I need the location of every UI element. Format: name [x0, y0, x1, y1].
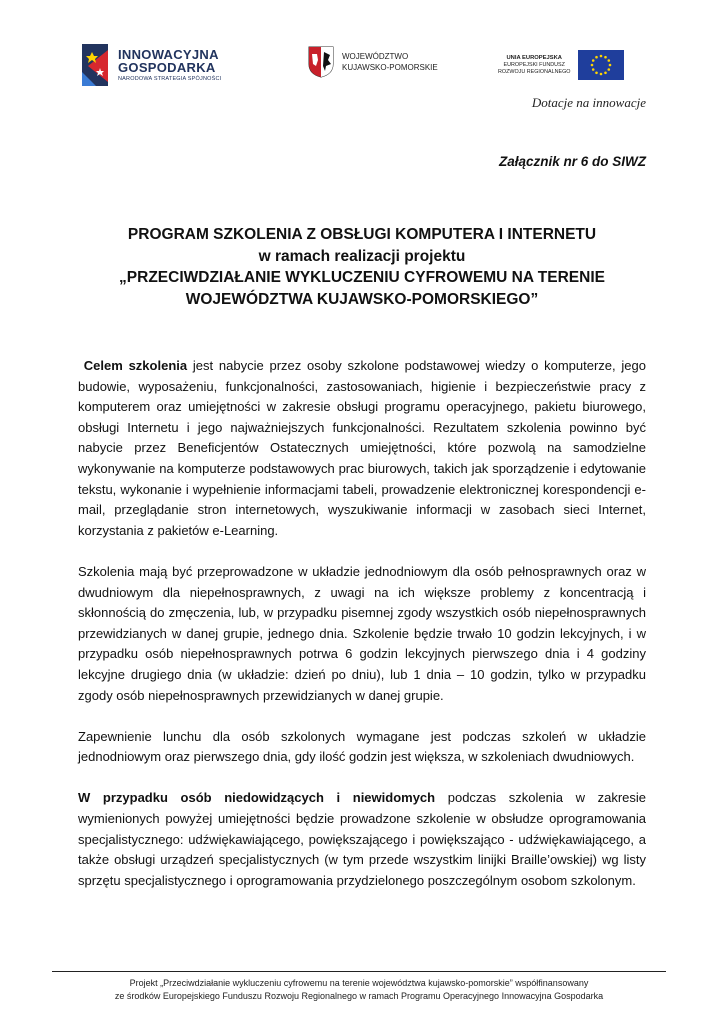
title-line3: „PRZECIWDZIAŁANIE WYKLUCZENIU CYFROWEMU NA TERENIE: [119, 269, 605, 286]
document-title: [78, 224, 646, 310]
title-line2: w ramach realizacji projektu: [258, 247, 466, 265]
paragraph-schedule: Szkolenia mają być przeprowadzone w układzie jednodniowym dla osób pełnosprawnych oraz w dwudniowym dla niepełnosprawnych, z uwagi na ich większe problemy z koncentracją i skłonnością do zmęczenia, lub, w przypadku pisemnej zgody wszystkich osób niepełnosprawnych przewidzianych w danej grupie, jednego dnia. Szkolenie będzie trwało 10 godzin lekcyjnych, i w przypadku osób niepełnosprawnych potrwa 6 godzin lekcyjnych pierwszego dnia i 4 godziny lekcyjne drugiego dnia (w układzie: dzień po dniu), lub 1 dnia – 10 godzin, tylko w przypadku zgody osób niepełnosprawnych przewidzianych w danej grupie.: [78, 563, 646, 703]
coat-of-arms-icon: [308, 46, 334, 78]
eu-logo-line1: UNIA EUROPEJSKA: [506, 54, 562, 61]
eu-flag-icon: [578, 50, 624, 80]
ig-logo-line2: GOSPODARKA: [118, 59, 216, 75]
title-line1: PROGRAM SZKOLENIA Z OBSŁUGI KOMPUTERA I INTERNETU: [127, 226, 597, 243]
footer-divider: [52, 971, 666, 972]
footer-line2: ze środków Europejskiego Funduszu Rozwoju Regionalnego w ramach Programu Operacyjnego Innowacyjna Gospodarka: [114, 991, 604, 1001]
paragraph-goal: [78, 356, 646, 541]
eu-logo-line3: ROZWOJU REGIONALNEGO: [498, 68, 571, 75]
paragraph-lunch: Zapewnienie lunchu dla osób szkolonych wymagane jest podczas szkoleń w układzie jednodniowym oraz pierwszego dnia, gdy ilość godzin jest większa, w szkoleniach dwudniowych.: [78, 728, 646, 765]
header-logos: [0, 38, 724, 98]
eu-logo: [498, 50, 624, 80]
innowacyjna-gospodarka-logo: [78, 42, 221, 88]
kp-logo-line2: KUJAWSKO-POMORSKIE: [342, 63, 438, 72]
kujawsko-pomorskie-logo: [308, 46, 438, 78]
annex-label: Załącznik nr 6 do SIWZ: [498, 154, 646, 169]
paragraph-visually-impaired-text: podczas szkolenia w zakresie wymienionych powyżej umiejętności będzie prowadzone szkolenie w obsłudze oprogramowania specjalistycznego: udźwiękawiającego, powiększającego i powiększająco - udźwiękawiającego, a także obsługi urządzeń specjalistycznych (w tym przede wszystkim linijki Braille’owskiej) wg listy sprzętu specjalistycznego i oprogramowania przydzielonego poszczególnym osobom szkolonym.: [78, 790, 647, 888]
paragraph-visually-impaired: [78, 788, 646, 891]
paragraph-visually-impaired-lead: W przypadku osób niedowidzących i niewidomych: [78, 790, 436, 806]
footer: [52, 977, 666, 1003]
title-line4: WOJEWÓDZTWA KUJAWSKO-POMORSKIEGO”: [185, 290, 539, 308]
paragraph-goal-lead: Celem szkolenia: [83, 358, 188, 373]
document-body: [78, 356, 646, 912]
innowacyjna-gospodarka-emblem-icon: [78, 42, 112, 88]
ig-logo-line1: INNOWACYJNA: [118, 46, 219, 62]
paragraph-goal-text: jest nabycie przez osoby szkolone podstawowej wiedzy o komputerze, jego budowie, wyposażeniu, funkcjonalności, zastosowaniach, higienie i bezpieczeństwie pracy z komputerem oraz umiejętności w zakresie obsługi programu operacyjnego, pakietu biurowego, obsługi Internetu i jego najważniejszych funkcjonalności. Rezultatem szkolenia powinno być nabycie przez Beneficjentów Ostatecznych umiejętności, które pozwolą na samodzielne wykonywanie na komputerze podstawowych prac biurowych, takich jak sporządzenie i edytowanie tekstu, wykonanie i wypełnienie informacjami tabeli, prowadzenie elektronicznej korespondencji e-mail, przeglądanie stron internetowych, wyszukiwanie informacji w zasobach sieci Internet, korzystania z pakietów e-Learning.: [78, 358, 646, 538]
eu-logo-line2: EUROPEJSKI FUNDUSZ: [503, 61, 565, 68]
kp-logo-line1: WOJEWÓDZTWO: [342, 52, 409, 61]
footer-line1: Projekt „Przeciwdziałanie wykluczeniu cyfrowemu na terenie województwa kujawsko-pomorskie” współfinansowany: [129, 978, 589, 988]
tagline: Dotacje na innowacje: [531, 95, 646, 110]
ig-logo-line3: NARODOWA STRATEGIA SPÓJNOŚCI: [118, 75, 222, 82]
